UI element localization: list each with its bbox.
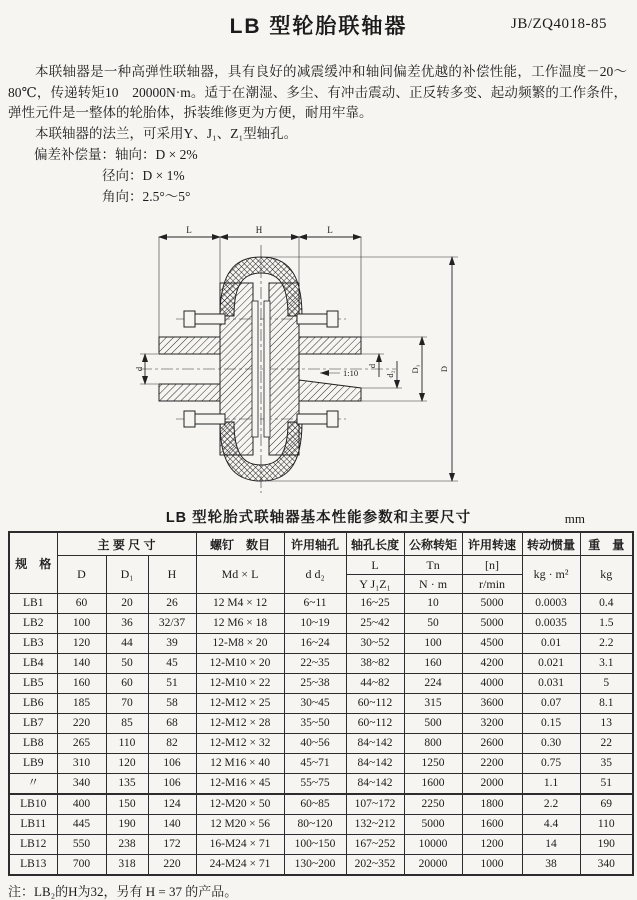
paragraph-2: 本联轴器的法兰，可采用Y、J₁、Z₁型轴孔。 xyxy=(35,125,298,141)
table-body xyxy=(9,594,633,876)
table-cell: 12-M12 × 32 xyxy=(196,734,284,754)
table-cell: 5 xyxy=(580,674,633,694)
col-inertia: 转动惯量 xyxy=(522,532,580,556)
table-cell: 85 xyxy=(106,714,148,734)
table-cell: 25~38 xyxy=(284,674,346,694)
table-cell: 84~142 xyxy=(346,774,404,795)
table-row xyxy=(9,794,633,815)
table-cell: 1000 xyxy=(462,855,522,876)
table-cell: 35~50 xyxy=(284,714,346,734)
table-cell: 1800 xyxy=(462,794,522,815)
table-cell: 110 xyxy=(106,734,148,754)
table-cell: 106 xyxy=(148,774,196,795)
col-Tn: Tn xyxy=(404,556,462,575)
col-bore: 许用轴孔 xyxy=(284,532,346,556)
table-cell: LB4 xyxy=(9,654,57,674)
table-cell: 32/37 xyxy=(148,614,196,634)
table-cell: 60 xyxy=(106,674,148,694)
compensation-block xyxy=(34,144,637,207)
col-weight-unit: kg xyxy=(580,556,633,594)
col-L: L xyxy=(346,556,404,575)
table-cell: 0.021 xyxy=(522,654,580,674)
table-cell: 130~200 xyxy=(284,855,346,876)
table-row xyxy=(9,855,633,876)
table-cell: 800 xyxy=(404,734,462,754)
table-row xyxy=(9,634,633,654)
table-cell: 38 xyxy=(522,855,580,876)
page-title: LB 型轮胎联轴器 xyxy=(229,15,408,38)
coupling-drawing xyxy=(134,221,637,502)
table-cell: 3600 xyxy=(462,694,522,714)
dim-label-L-left: L xyxy=(186,225,192,235)
table-cell: LB6 xyxy=(9,694,57,714)
table-cell: 1600 xyxy=(462,815,522,835)
table-cell: 45~71 xyxy=(284,754,346,774)
table-cell: 12-M10 × 22 xyxy=(196,674,284,694)
col-n: [n] xyxy=(462,556,522,575)
table-cell: 60 xyxy=(57,594,106,614)
table-cell: 50 xyxy=(404,614,462,634)
dim-label-d-right: d xyxy=(367,363,377,369)
col-D1: D₁ xyxy=(106,556,148,594)
table-cell: 550 xyxy=(57,835,106,855)
col-screw-sub: Md × L xyxy=(196,556,284,594)
table-cell: 10000 xyxy=(404,835,462,855)
table-cell: 51 xyxy=(148,674,196,694)
table-cell: 265 xyxy=(57,734,106,754)
table-cell: 5000 xyxy=(404,815,462,835)
table-cell: 220 xyxy=(148,855,196,876)
table-cell: 50 xyxy=(106,654,148,674)
col-bore-sub: d d₂ xyxy=(284,556,346,594)
table-cell: 0.031 xyxy=(522,674,580,694)
table-cell: 16~24 xyxy=(284,634,346,654)
table-cell: 172 xyxy=(148,835,196,855)
table-cell: 140 xyxy=(57,654,106,674)
table-row xyxy=(9,835,633,855)
table-cell: 12-M20 × 50 xyxy=(196,794,284,815)
table-cell: 16~25 xyxy=(346,594,404,614)
table-cell: 340 xyxy=(57,774,106,795)
table-cell: LB12 xyxy=(9,835,57,855)
table-cell: 45 xyxy=(148,654,196,674)
table-cell: 69 xyxy=(580,794,633,815)
table-cell: 4.4 xyxy=(522,815,580,835)
table-cell: 167~252 xyxy=(346,835,404,855)
dim-label-H: H xyxy=(255,225,263,235)
table-cell: 445 xyxy=(57,815,106,835)
table-cell: 160 xyxy=(404,654,462,674)
col-weight: 重 量 xyxy=(580,532,633,556)
dim-label-D1: D₁ xyxy=(410,364,420,374)
table-cell: 100 xyxy=(404,634,462,654)
table-cell: 12 M4 × 12 xyxy=(196,594,284,614)
table-cell: 3.1 xyxy=(580,654,633,674)
table-unit: mm xyxy=(564,511,585,526)
table-cell: 0.0003 xyxy=(522,594,580,614)
table-cell: 2000 xyxy=(462,774,522,795)
table-cell: 4500 xyxy=(462,634,522,654)
table-cell: 202~352 xyxy=(346,855,404,876)
table-cell: LB13 xyxy=(9,855,57,876)
table-cell: 6~11 xyxy=(284,594,346,614)
table-cell: 340 xyxy=(580,855,633,876)
table-cell: 5000 xyxy=(462,594,522,614)
table-cell: 4200 xyxy=(462,654,522,674)
table-cell: 12-M10 × 20 xyxy=(196,654,284,674)
table-cell: 22~35 xyxy=(284,654,346,674)
dim-label-d-left: d xyxy=(134,366,144,372)
col-H: H xyxy=(148,556,196,594)
table-cell: 318 xyxy=(106,855,148,876)
table-row xyxy=(9,614,633,634)
table-cell: 10 xyxy=(404,594,462,614)
table-cell: LB8 xyxy=(9,734,57,754)
table-cell: 150 xyxy=(106,794,148,815)
table-cell: 107~172 xyxy=(346,794,404,815)
table-cell: 190 xyxy=(580,835,633,855)
compensation-radial: 径向：D × 1% xyxy=(102,168,185,183)
col-bore-length: 轴孔长度 xyxy=(346,532,404,556)
table-title: LB 型轮胎式联轴器基本性能参数和主要尺寸 xyxy=(165,510,472,526)
table-cell: 38~82 xyxy=(346,654,404,674)
table-cell: 100~150 xyxy=(284,835,346,855)
spec-table xyxy=(8,531,634,876)
table-cell: 238 xyxy=(106,835,148,855)
table-cell: 5000 xyxy=(462,614,522,634)
table-cell: 13 xyxy=(580,714,633,734)
table-cell: 2.2 xyxy=(522,794,580,815)
table-row xyxy=(9,754,633,774)
table-cell: 60~112 xyxy=(346,694,404,714)
table-cell: LB10 xyxy=(9,794,57,815)
table-header xyxy=(9,532,633,594)
compensation-line-axial xyxy=(34,144,637,165)
table-cell: LB2 xyxy=(9,614,57,634)
table-cell: 30~45 xyxy=(284,694,346,714)
table-title-row xyxy=(0,506,637,528)
table-cell: 224 xyxy=(404,674,462,694)
intro-paragraphs xyxy=(8,62,627,144)
table-cell: 36 xyxy=(106,614,148,634)
table-cell: 84~142 xyxy=(346,734,404,754)
table-cell: 68 xyxy=(148,714,196,734)
table-cell: 400 xyxy=(57,794,106,815)
compensation-label: 偏差补偿量： xyxy=(34,147,115,162)
table-cell: 4000 xyxy=(462,674,522,694)
dim-label-d2: d₂ xyxy=(385,370,395,378)
table-cell: LB7 xyxy=(9,714,57,734)
table-cell: 12-M8 × 20 xyxy=(196,634,284,654)
table-cell: 160 xyxy=(57,674,106,694)
table-cell: 55~75 xyxy=(284,774,346,795)
table-cell: 0.15 xyxy=(522,714,580,734)
table-row xyxy=(9,594,633,614)
table-cell: 14 xyxy=(522,835,580,855)
col-speed: 许用转速 xyxy=(462,532,522,556)
table-cell: 0.4 xyxy=(580,594,633,614)
table-cell: 2600 xyxy=(462,734,522,754)
table-cell: 80~120 xyxy=(284,815,346,835)
table-cell: 220 xyxy=(57,714,106,734)
table-cell: 26 xyxy=(148,594,196,614)
table-cell: 3200 xyxy=(462,714,522,734)
table-cell: 44~82 xyxy=(346,674,404,694)
col-spec: 规 格 xyxy=(9,532,57,594)
table-cell: 10~19 xyxy=(284,614,346,634)
table-cell: LB11 xyxy=(9,815,57,835)
table-cell: 60~112 xyxy=(346,714,404,734)
compensation-axial: 轴向：D × 2% xyxy=(115,147,198,162)
table-cell: 25~42 xyxy=(346,614,404,634)
coupling-cross-section xyxy=(134,221,498,497)
dim-label-D: D xyxy=(439,365,449,373)
table-cell: LB1 xyxy=(9,594,57,614)
table-cell: 12-M16 × 45 xyxy=(196,774,284,795)
table-cell: 1200 xyxy=(462,835,522,855)
table-cell: 106 xyxy=(148,754,196,774)
table-cell: 84~142 xyxy=(346,754,404,774)
table-cell: 20 xyxy=(106,594,148,614)
table-cell: 315 xyxy=(404,694,462,714)
table-cell: 12-M12 × 28 xyxy=(196,714,284,734)
table-cell: 140 xyxy=(148,815,196,835)
table-row xyxy=(9,674,633,694)
col-screw: 螺钉 数目 xyxy=(196,532,284,556)
table-cell: 20000 xyxy=(404,855,462,876)
table-cell: 12 M6 × 18 xyxy=(196,614,284,634)
table-cell: 58 xyxy=(148,694,196,714)
table-cell: 1250 xyxy=(404,754,462,774)
table-row xyxy=(9,774,633,795)
table-cell: 124 xyxy=(148,794,196,815)
table-row xyxy=(9,714,633,734)
col-torque: 公称转矩 xyxy=(404,532,462,556)
table-cell: 190 xyxy=(106,815,148,835)
col-inertia-unit: kg · m² xyxy=(522,556,580,594)
table-row xyxy=(9,694,633,714)
table-cell: 〃 xyxy=(9,774,57,795)
compensation-angular: 角向：2.5°～5° xyxy=(102,189,191,204)
table-cell: 1.1 xyxy=(522,774,580,795)
col-D: D xyxy=(57,556,106,594)
table-cell: 0.0035 xyxy=(522,614,580,634)
table-cell: 310 xyxy=(57,754,106,774)
document-header xyxy=(0,0,637,50)
table-cell: 132~212 xyxy=(346,815,404,835)
table-cell: 40~56 xyxy=(284,734,346,754)
table-cell: 60~85 xyxy=(284,794,346,815)
table-cell: 8.1 xyxy=(580,694,633,714)
table-cell: 2200 xyxy=(462,754,522,774)
col-Nm: N · m xyxy=(404,575,462,594)
col-YJZ: Y J₁Z₁ xyxy=(346,575,404,594)
table-cell: 24-M24 × 71 xyxy=(196,855,284,876)
table-cell: 22 xyxy=(580,734,633,754)
table-cell: 12-M12 × 25 xyxy=(196,694,284,714)
table-cell: 30~52 xyxy=(346,634,404,654)
table-cell: 500 xyxy=(404,714,462,734)
table-row xyxy=(9,815,633,835)
table-cell: 110 xyxy=(580,815,633,835)
table-cell: 0.30 xyxy=(522,734,580,754)
table-cell: 51 xyxy=(580,774,633,795)
table-cell: 0.07 xyxy=(522,694,580,714)
table-cell: 39 xyxy=(148,634,196,654)
table-cell: 16-M24 × 71 xyxy=(196,835,284,855)
table-row xyxy=(9,734,633,754)
table-cell: 700 xyxy=(57,855,106,876)
taper-note xyxy=(320,368,358,378)
table-cell: 35 xyxy=(580,754,633,774)
table-cell: 135 xyxy=(106,774,148,795)
table-cell: LB5 xyxy=(9,674,57,694)
col-main-dims: 主 要 尺 寸 xyxy=(57,532,196,556)
taper-label: 1:10 xyxy=(343,368,359,378)
table-cell: 120 xyxy=(106,754,148,774)
dim-label-L-right: L xyxy=(327,225,333,235)
table-cell: 44 xyxy=(106,634,148,654)
table-cell: 2250 xyxy=(404,794,462,815)
footnote: 注：LB₂的H为32，另有 H = 37 的产品。 xyxy=(8,884,238,899)
table-cell: 12 M20 × 56 xyxy=(196,815,284,835)
table-cell: 70 xyxy=(106,694,148,714)
table-cell: 12 M16 × 40 xyxy=(196,754,284,774)
table-cell: LB3 xyxy=(9,634,57,654)
table-cell: 2.2 xyxy=(580,634,633,654)
table-cell: 82 xyxy=(148,734,196,754)
table-cell: 1600 xyxy=(404,774,462,795)
table-row xyxy=(9,654,633,674)
table-cell: 0.01 xyxy=(522,634,580,654)
standard-number: JB/ZQ4018-85 xyxy=(511,16,607,32)
table-cell: 120 xyxy=(57,634,106,654)
table-cell: LB9 xyxy=(9,754,57,774)
paragraph-1: 本联轴器是一种高弹性联轴器，具有良好的减震缓冲和轴间偏差优越的补偿性能，工作温度－20～80℃，传递转矩10 20000N·m。适于在潮湿、多尘、有冲击震动、正反转多变、起动频繁的工作条件，弹性元件是一整体的轮胎体，拆装维修更为方便，耐用牢靠。 xyxy=(8,64,627,120)
table-cell: 100 xyxy=(57,614,106,634)
col-rmin: r/min xyxy=(462,575,522,594)
table-cell: 1.5 xyxy=(580,614,633,634)
table-cell: 0.75 xyxy=(522,754,580,774)
table-cell: 185 xyxy=(57,694,106,714)
